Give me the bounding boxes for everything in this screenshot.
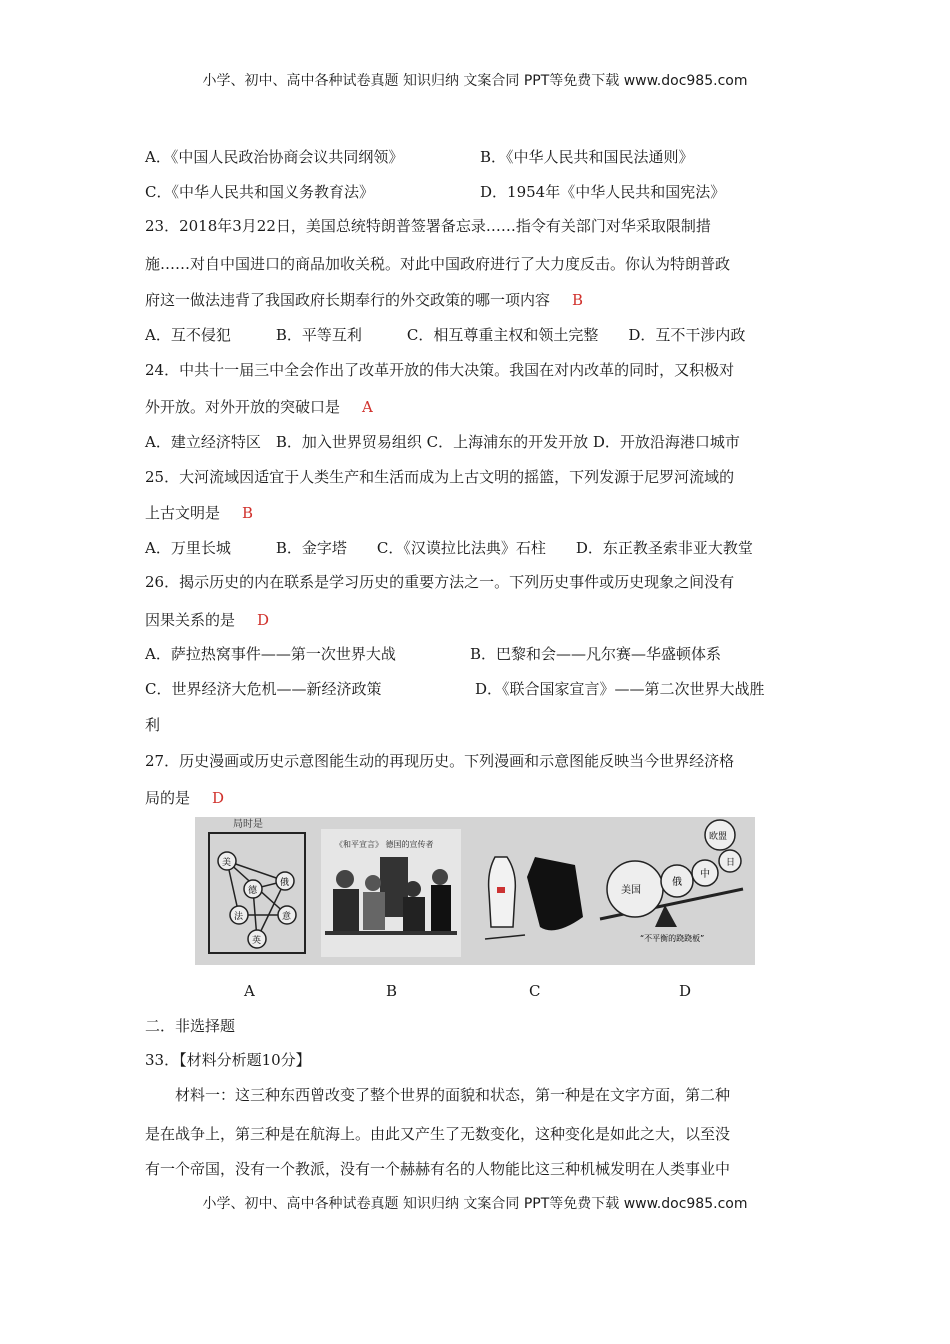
q25-answer: B — [242, 504, 254, 522]
q24-answer: A — [362, 398, 373, 416]
ball-label-1: 俄 — [672, 877, 682, 888]
q25-text-line2 — [145, 503, 253, 523]
q25-text-line1: 25．大河流域因适宜于人类生产和生活而成为上古文明的摇篮，下列发源于尼罗河流域的 — [145, 468, 735, 486]
q26-row2 — [145, 679, 765, 699]
q23-text-line2: 施……对自中国进口的商品加收关税。对此中国政府进行了大力度反击。你认为特朗普政 — [145, 255, 731, 273]
ball-label-4: 欧盟 — [709, 832, 728, 842]
ball-label-2: 中 — [700, 869, 710, 880]
q24-options: A．建立经济特区 B．加入世界贸易组织 C．上海浦东的开发开放 D．开放沿海港口城市 — [145, 433, 740, 451]
figure-top-text: 局时是 — [233, 819, 263, 830]
page-footer: 小学、初中、高中各种试卷真题 知识归纳 文案合同 PPT等免费下载 www.doc985.com — [202, 1196, 748, 1212]
q26-text-line2 — [145, 610, 269, 630]
node-label-4: 意 — [282, 912, 292, 922]
node-label-0: 美 — [222, 858, 232, 868]
node-label-5: 英 — [252, 936, 262, 946]
q22-option-b: B．《中华人民共和国民法通则》 — [480, 148, 694, 166]
q26-option-a: A．萨拉热窝事件——第一次世界大战 — [145, 645, 396, 663]
q22-option-c: C．《中华人民共和国义务教育法》 — [145, 183, 374, 201]
q25-stem-end: 上古文明是 — [145, 504, 221, 522]
q24-text-line1: 24．中共十一届三中全会作出了改革开放的伟大决策。我国在对内改革的同时，又积极对 — [145, 361, 735, 379]
q26-stem-end: 因果关系的是 — [145, 611, 236, 629]
q27-text-line1: 27．历史漫画或历史示意图能生动的再现历史。下列漫画和示意图能反映当今世界经济格 — [145, 752, 735, 770]
node-label-1: 德 — [248, 886, 258, 896]
ball-label-3: 日 — [726, 858, 736, 868]
ball-label-0: 美国 — [621, 885, 641, 896]
q26-option-c: C．世界经济大危机——新经济政策 — [145, 680, 382, 698]
q24-stem-end: 外开放。对外开放的突破口是 — [145, 398, 341, 416]
figure-label-c: C — [529, 982, 541, 1000]
q27-answer: D — [212, 789, 225, 807]
node-label-3: 法 — [234, 912, 244, 922]
q23-text-line1: 23．2018年3月22日，美国总统特朗普签署备忘录……指令有关部门对华采取限制措 — [145, 217, 711, 235]
q27-stem-end: 局的是 — [145, 789, 191, 807]
q33-title: 33．【材料分析题10分】 — [145, 1051, 311, 1069]
q33-material-line2: 是在战争上，第三种是在航海上。由此又产生了无数变化，这种变化是如此之大，以至没 — [145, 1125, 731, 1143]
q27-text-line2 — [145, 788, 224, 808]
q22-row1 — [145, 147, 694, 167]
figure-label-b: B — [386, 982, 398, 1000]
q26-option-b: B．巴黎和会——凡尔赛—华盛顿体系 — [470, 645, 722, 663]
q22-row2 — [145, 182, 725, 202]
q26-text-line1: 26．揭示历史的内在联系是学习历史的重要方法之一。下列历史事件或历史现象之间没有 — [145, 573, 735, 591]
q33-material-line1: 材料一：这三种东西曾改变了整个世界的面貌和状态，第一种是在文字方面，第二种 — [175, 1086, 731, 1104]
q22-option-a: A．《中国人民政治协商会议共同纲领》 — [145, 148, 404, 166]
q26-option-d: D．《联合国家宣言》——第二次世界大战胜 — [475, 680, 765, 698]
q33-material-line3: 有一个帝国，没有一个教派，没有一个赫赫有名的人物能比这三种机械发明在人类事业中 — [145, 1160, 731, 1178]
q23-text-line3 — [145, 290, 583, 310]
comic-caption: 《和平宣言》 德国的宣传者 — [335, 840, 434, 849]
seesaw-caption: “不平衡的跷跷板” — [640, 934, 705, 943]
q23-stem-end: 府这一做法违背了我国政府长期奉行的外交政策的哪一项内容 — [145, 291, 551, 309]
node-label-2: 俄 — [280, 878, 290, 888]
q27-figure-drawing — [195, 817, 755, 965]
q22-option-d: D．1954年《中华人民共和国宪法》 — [480, 183, 726, 201]
page-header: 小学、初中、高中各种试卷真题 知识归纳 文案合同 PPT等免费下载 www.doc985.com — [202, 73, 748, 89]
panel-b-comic — [321, 829, 461, 957]
q23-answer: B — [572, 291, 584, 309]
q24-text-line2 — [145, 397, 373, 417]
figure-label-a: A — [244, 982, 255, 1000]
q23-options: A．互不侵犯 B．平等互利 C．相互尊重主权和领土完整 D．互不干涉内政 — [145, 326, 746, 344]
figure-label-d: D — [679, 982, 692, 1000]
q26-option-d-continued: 利 — [145, 716, 161, 734]
q25-options: A．万里长城 B．金字塔 C．《汉谟拉比法典》石柱 D．东正教圣索非亚大教堂 — [145, 539, 753, 557]
section-heading: 二．非选择题 — [145, 1017, 236, 1035]
q26-answer: D — [257, 611, 270, 629]
q27-figure — [195, 817, 755, 965]
q26-row1 — [145, 644, 721, 664]
